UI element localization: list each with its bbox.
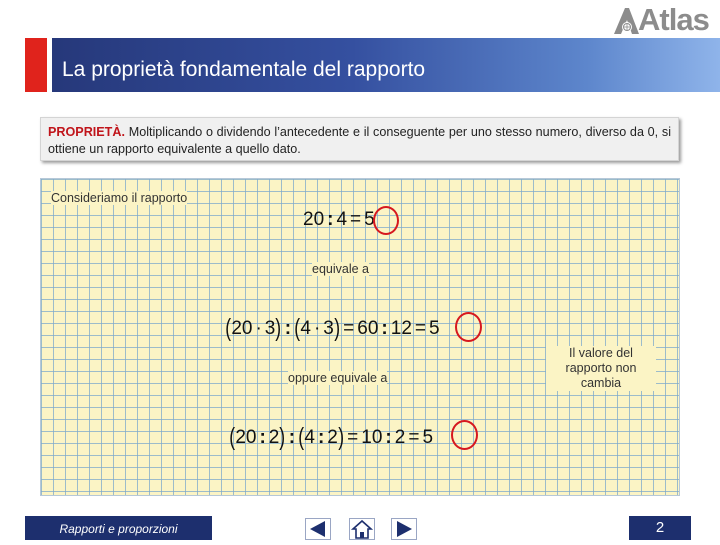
home-button[interactable] [349, 518, 375, 540]
home-icon [349, 518, 375, 540]
eq3-new-antecedent: 10 [361, 427, 383, 448]
eq1-consequent: 4 [336, 209, 348, 230]
eq3-divisor-2: 2 [327, 427, 338, 448]
eq3-new-consequent: 2 [394, 427, 406, 448]
atlas-logo [612, 2, 709, 38]
equation-3: (20 : 2) : (4 : 2) = 10 : 2 = 5 [229, 423, 434, 451]
eq2-new-antecedent: 60 [357, 318, 379, 339]
section-label [25, 516, 212, 540]
eq1-equals: = [350, 209, 362, 230]
property-heading: PROPRIETÀ. [48, 125, 125, 139]
prev-arrow-icon [305, 518, 331, 540]
property-text: Moltiplicando o dividendo l’antecedente e il conseguente per uno stesso numero, diverso da 0, si ottiene un rapporto equivalente a quello dato. [48, 125, 671, 156]
grid-panel [40, 178, 680, 496]
eq3-result: 5 [422, 427, 434, 448]
property-box [40, 117, 679, 161]
value-unchanged-note: Il valore del rapporto non cambia [546, 346, 656, 391]
eq2-factor: 3 [264, 318, 276, 339]
eq3-consequent: 4 [304, 427, 315, 448]
next-arrow-icon [391, 518, 417, 540]
section-label-text: Rapporti e proporzioni [59, 522, 178, 536]
page-title: La proprietà fondamentale del rapporto [62, 58, 426, 81]
page-number: 2 [629, 516, 691, 540]
eq3-divisor: 2 [268, 427, 280, 448]
property-statement [48, 124, 671, 158]
equation-2: (20 · 3) : (4 · 3) = 60 : 12 = 5 [225, 314, 440, 342]
eq3-antecedent: 20 [235, 427, 257, 448]
atlas-emblem-icon [612, 6, 640, 36]
logo-text: Atlas [638, 2, 709, 37]
eq2-result: 5 [429, 318, 440, 339]
intro-label: Consideriamo il rapporto [51, 191, 188, 205]
eq1-result-circle [373, 206, 399, 235]
eq2-consequent: 4 [300, 318, 311, 339]
title-bar [52, 38, 720, 92]
eq2-factor-2: 3 [323, 318, 334, 339]
eq3-result-circle [451, 420, 478, 450]
oppure-label: oppure equivale a [288, 371, 388, 385]
equivale-label: equivale a [312, 262, 369, 276]
eq1-colon: : [327, 209, 334, 230]
prev-button[interactable] [305, 518, 331, 540]
eq2-result-circle [455, 312, 482, 342]
eq1-antecedent: 20 [303, 209, 325, 230]
eq2-new-consequent: 12 [390, 318, 412, 339]
equation-1 [303, 209, 375, 231]
eq2-antecedent: 20 [231, 318, 253, 339]
eq1-result: 5 [364, 209, 375, 230]
next-button[interactable] [391, 518, 417, 540]
title-accent [25, 38, 47, 92]
